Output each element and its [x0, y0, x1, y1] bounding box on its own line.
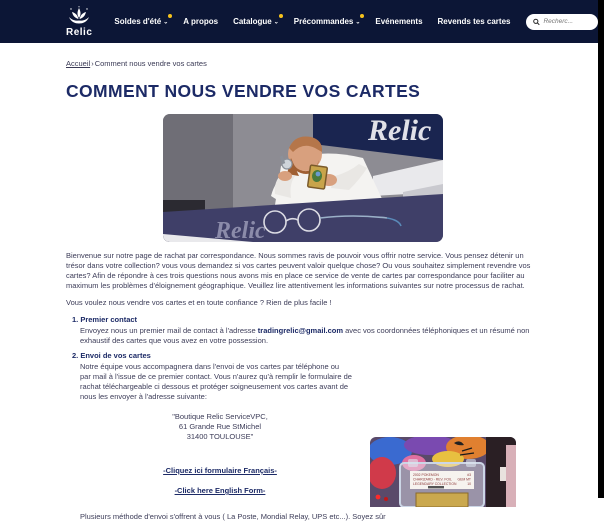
chevron-down-icon: ⌄ [273, 19, 279, 26]
form-links [80, 442, 360, 498]
step-1-body [80, 326, 540, 346]
brand-name: Relic [66, 26, 93, 38]
nav-item-precommandes[interactable] [294, 17, 361, 26]
search-input[interactable] [543, 18, 591, 25]
nav-item-soldes[interactable] [114, 17, 168, 26]
step-1-heading: 1. Premier contact [72, 315, 138, 324]
french-form-link[interactable]: -Cliquez ici formulaire Français- [163, 466, 277, 475]
slab-label-grade-text: GEM MT [457, 477, 471, 482]
nav-label: Revends tes cartes [437, 17, 511, 26]
new-badge-dot [279, 14, 283, 18]
slab-label-grade: 10 [467, 482, 471, 486]
nav-item-revends-tes-cartes[interactable] [438, 17, 511, 26]
breadcrumb [66, 59, 540, 68]
contact-email-link[interactable]: tradingrelic@gmail.com [257, 326, 344, 335]
nav-label: Catalogue [233, 17, 272, 26]
chevron-down-icon: ⌄ [355, 19, 361, 26]
nav-item-catalogue[interactable] [233, 17, 279, 26]
search-bar[interactable] [526, 14, 598, 30]
page-title: COMMENT NOUS VENDRE VOS CARTES [66, 81, 421, 101]
search-icon [533, 18, 540, 26]
chevron-down-icon: ⌄ [163, 19, 169, 26]
intro-paragraph: Bienvenue sur notre page de rachat par correspondance. Nous sommes ravis de pouvoir vous offrir notre service. Vous pensez détenir un trésor dans votre collection? vous vous demandez si vos cartes peuvent valoir quelque chose? Ou vous souhaitez simplement revendre vos cartes? Afin de répondre à ces trois questions nous avons mis en place ce service de vente de cartes par correspondance pour faciliter au maximum les problèmes d'éloignement géographique. Veuillez lire attentivement les informations suivantes sur notre processus de rachat. [66, 251, 531, 290]
step-1-text-after: avec vos coordonnées téléphoniques et un résumé non exhaustif des cartes que vous avez en votre possession. [80, 326, 530, 345]
site-header [0, 0, 604, 43]
slab-label-number: #3 [467, 473, 471, 477]
step-2-body: Notre équipe vous accompagnera dans l'envoi de vos cartes par téléphone ou par mail à l'issue de ce premier contact. Vous n'aurez qu'à remplir le formulaire de rachat téléchargeable ci dessous et protéger soigneusement vos cartes avant de nous les envoyer à l'adresse suivante: [80, 362, 352, 401]
nav-label: Soldes d'été [114, 17, 162, 26]
shipping-address [80, 412, 360, 442]
slab-label-card: CHARIZARD - REV. FOIL [413, 477, 452, 482]
nav-label: Evénements [375, 17, 423, 26]
address-line-3: 31400 TOULOUSE" [186, 432, 254, 441]
nav-item-evenements[interactable] [375, 17, 422, 26]
step-2-heading: 2. Envoi de vos cartes [72, 351, 151, 360]
slab-label-set: LEGENDARY COLLECTION [413, 482, 457, 486]
new-badge-dot [168, 14, 172, 18]
svg-text:Relic: Relic [215, 218, 266, 242]
nav-item-a-propos[interactable] [183, 17, 218, 26]
main-nav [114, 17, 510, 26]
address-line-1: "Boutique Relic ServiceVPC, [172, 412, 268, 421]
step-1-text-before: Envoyez nous un premier mail de contact à l'adresse [80, 326, 258, 335]
svg-text:Relic: Relic [368, 114, 432, 147]
breadcrumb-current: Comment nous vendre vos cartes [94, 59, 207, 68]
lotus-logo-icon [67, 6, 91, 26]
address-line-2: 61 Grande Rue StMichel [178, 422, 262, 431]
new-badge-dot [360, 14, 364, 18]
nav-label: Précommandes [293, 17, 354, 26]
slab-label-year: 2002 POKEMON [413, 473, 439, 477]
confidence-line: Vous voulez nous vendre vos cartes et en toute confiance ? Rien de plus facile ! [66, 298, 332, 307]
brand-logo[interactable] [66, 6, 92, 38]
window-edge-strip [598, 0, 604, 498]
shipping-methods-line: Plusieurs méthode d'envoi s'offrent à vous ( La Poste, Mondial Relay, UPS etc...). Soyez sûr [80, 512, 386, 521]
english-form-link[interactable]: -Click here English Form- [174, 486, 266, 495]
graded-card-photo [370, 437, 516, 507]
step-1 [72, 315, 540, 346]
nav-label: A propos [183, 17, 219, 26]
hero-photo-card-inspection [163, 114, 443, 242]
step-2 [72, 351, 540, 402]
breadcrumb-home-link[interactable]: Accueil [66, 59, 91, 68]
breadcrumb-separator: › [91, 59, 94, 68]
